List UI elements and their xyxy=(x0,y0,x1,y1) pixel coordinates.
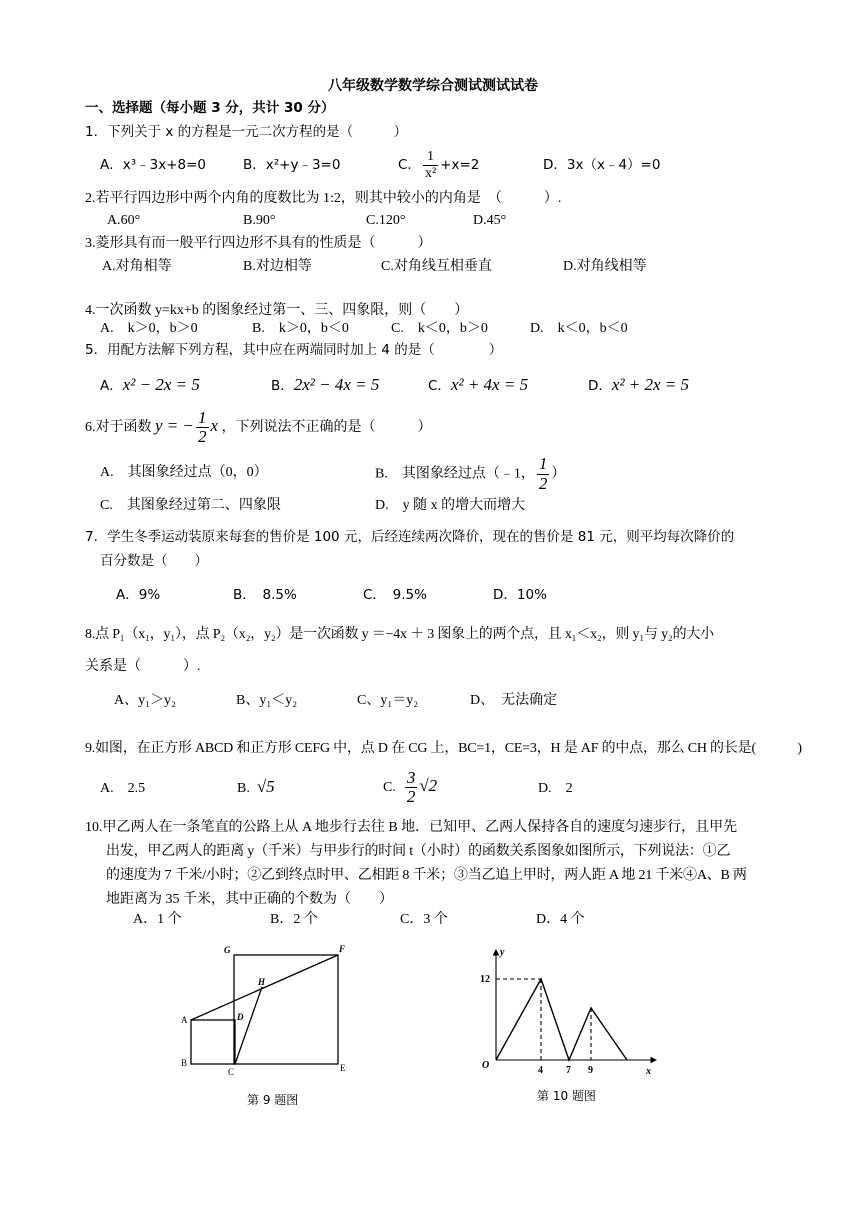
q6-option-c: C. 其图象经过第二、四象限 xyxy=(100,498,281,513)
label-b: B xyxy=(181,1058,188,1068)
q5-d-expr: x² + 2x = 5 xyxy=(611,375,690,394)
section-heading: 一、选择题（每小题 3 分，共计 30 分） xyxy=(85,100,335,116)
q3-option-d: D.对角线相等 xyxy=(563,259,647,274)
q8-option-d: D、 无法确定 xyxy=(470,693,558,708)
q5-stem: 5．用配方法解下列方程，其中应在两端同时加上 4 的是（ ） xyxy=(85,342,503,358)
label-c: C xyxy=(228,1067,235,1077)
q1-option-c-label: C． xyxy=(398,157,421,173)
q8-option-c: C、y₁＝y₂ xyxy=(357,693,419,708)
q6-stem xyxy=(85,408,432,447)
q7-option-d: D．10% xyxy=(493,587,547,603)
q1-option-a: A．x³﹣3x+8=0 xyxy=(100,157,207,173)
square-abcd xyxy=(191,1020,235,1064)
q9-c-den: 2 xyxy=(406,787,416,807)
x-axis-label: x xyxy=(646,1066,651,1077)
q6-option-b xyxy=(375,455,565,493)
q5-a-label: A． xyxy=(100,378,123,394)
q1-option-c xyxy=(398,148,479,182)
q3-option-b: B.对边相等 xyxy=(243,259,312,274)
q6-option-a: A. 其图象经过点（0，0） xyxy=(100,465,268,480)
figure-10-caption: 第 10 题图 xyxy=(537,1089,596,1103)
q9-option-b xyxy=(237,778,275,798)
q2-option-a: A.60° xyxy=(107,213,141,228)
q10-line4: 地距离为 35 千米，其中正确的个数为（ ） xyxy=(106,892,393,907)
q7-line1: 7．学生冬季运动装原来每套的售价是 100 元，后经连续两次降价，现在的售价是 81 元，则平均每次降价的 xyxy=(85,529,735,545)
q10-line3: 的速度为 7 千米/小时；②乙到终点时甲、乙相距 8 千米；③当乙追上甲时，两人距 A 地 21 千米④A、B 两 xyxy=(106,868,747,883)
label-g: G xyxy=(224,945,231,955)
q6-b-post: ） xyxy=(551,466,566,482)
q1-c-numerator: 1 xyxy=(423,149,438,165)
q9-c-root: √2 xyxy=(419,776,438,795)
q6-func-rhs: x xyxy=(210,416,219,435)
q6-func-lhs: y = − xyxy=(155,416,194,435)
square-cefg xyxy=(234,955,338,1064)
q2-option-d: D.45° xyxy=(473,213,507,228)
q9-option-a: A. 2.5 xyxy=(100,781,146,796)
q5-b-expr: 2x² − 4x = 5 xyxy=(293,375,380,394)
q6-stem-pre: 6.对于函数 xyxy=(85,420,152,435)
q7-option-b: B． 8.5% xyxy=(233,587,297,603)
q10-option-c: C．3 个 xyxy=(400,912,448,927)
q4-option-a: A. k＞0，b＞0 xyxy=(100,321,198,336)
figure-9-geometry xyxy=(170,935,370,1085)
label-d: D xyxy=(237,1012,244,1022)
q5-a-expr: x² − 2x = 5 xyxy=(122,375,200,394)
q1-option-d: D．3x（x﹣4）=0 xyxy=(543,157,661,173)
figure-10-graph xyxy=(478,945,668,1085)
q6-frac-den: 2 xyxy=(198,427,207,447)
q5-c-label: C． xyxy=(428,378,451,394)
q4-stem: 4.一次函数 y=kx+b 的图象经过第一、三、四象限，则（ ） xyxy=(85,303,469,318)
label-a: A xyxy=(181,1015,188,1025)
q5-d-label: D． xyxy=(588,378,612,394)
q9-b-value: √5 xyxy=(256,777,275,796)
q6-b-den: 2 xyxy=(538,473,548,493)
y-axis-label: y xyxy=(500,947,505,958)
q1-option-b: B．x²+y﹣3=0 xyxy=(243,157,341,173)
q6-frac-num: 1 xyxy=(198,407,207,427)
q1-c-rest: +x=2 xyxy=(440,157,480,173)
segment-af xyxy=(191,955,338,1020)
x-tick-9: 9 xyxy=(588,1065,593,1076)
label-f: F xyxy=(339,944,346,954)
q1-stem: 1．下列关于 x 的方程是一元二次方程的是（ ） xyxy=(85,124,408,140)
q5-option-b xyxy=(271,376,379,395)
q4-option-d: D. k＜0，b＜0 xyxy=(530,321,628,336)
q5-option-d xyxy=(588,376,689,395)
figure-9-caption: 第 9 题图 xyxy=(247,1093,299,1107)
q10-line2: 出发，甲乙两人的距离 y（千米）与甲步行的时间 t（小时）的函数关系图象如图所示，下列说法：①乙 xyxy=(106,844,731,859)
x-tick-7: 7 xyxy=(566,1065,571,1076)
q5-b-label: B． xyxy=(271,378,294,394)
q6-option-d: D. y 随 x 的增大而增大 xyxy=(375,498,526,513)
q6-b-pre: B. 其图象经过点（﹣1， xyxy=(375,466,535,482)
label-h: H xyxy=(258,977,266,987)
q7-option-c: C． 9.5% xyxy=(363,587,427,603)
q1-c-denominator: x² xyxy=(424,165,437,181)
x-tick-4: 4 xyxy=(538,1065,543,1076)
q10-option-a: A．1 个 xyxy=(133,912,182,927)
q9-b-label: B. xyxy=(237,781,250,796)
distance-polyline xyxy=(496,979,627,1060)
q3-stem: 3.菱形具有而一般平行四边形不具有的性质是（ ） xyxy=(85,236,432,251)
q2-option-b: B.90° xyxy=(243,213,276,228)
q8-option-a: A、y₁＞y₂ xyxy=(114,693,176,708)
q2-stem: 2.若平行四边形中两个内角的度数比为 1:2，则其中较小的内角是 （ ）. xyxy=(85,191,562,206)
y-tick-12: 12 xyxy=(480,974,490,985)
q5-option-c xyxy=(428,376,528,395)
q9-option-c xyxy=(383,768,437,807)
q7-line2: 百分数是（ ） xyxy=(100,553,208,569)
q6-stem-post: ，下列说法不正确的是（ ） xyxy=(221,420,432,435)
q10-line1: 10.甲乙两人在一条笔直的公路上从 A 地步行去往 B 地．已知甲、乙两人保持各自的速度匀速步行，且甲先 xyxy=(85,820,738,835)
q3-option-a: A.对角相等 xyxy=(102,259,172,274)
q7-option-a: A．9% xyxy=(116,587,161,603)
q5-option-a xyxy=(100,376,200,395)
q10-option-d: D．4 个 xyxy=(536,912,585,927)
q2-option-c: C.120° xyxy=(366,213,406,228)
q9-c-label: C. xyxy=(383,780,396,795)
q5-c-expr: x² + 4x = 5 xyxy=(450,375,529,394)
q6-b-num: 1 xyxy=(538,454,548,473)
origin-label: O xyxy=(482,1060,490,1071)
q8-option-b: B、y₁＜y₂ xyxy=(236,693,298,708)
q3-option-c: C.对角线互相垂直 xyxy=(381,259,492,274)
q9-stem: 9.如图，在正方形 ABCD 和正方形 CEFG 中，点 D 在 CG 上，BC=1，CE=3，H 是 AF 的中点，那么 CH 的长是( ) xyxy=(85,741,802,756)
q8-line1: 8.点 P₁（x₁，y₁），点 P₂（x₂，y₂）是一次函数 y ＝−4x ＋ 3 图象上的两个点，且 x₁＜x₂，则 y₁与 y₂的大小 xyxy=(85,627,714,642)
q4-option-b: B. k＞0，b＜0 xyxy=(252,321,349,336)
q9-option-d: D. 2 xyxy=(538,781,573,796)
q4-option-c: C. k＜0，b＞0 xyxy=(391,321,488,336)
label-e: E xyxy=(340,1063,346,1073)
page-title: 八年级数学数学综合测试测试试卷 xyxy=(328,78,538,94)
q10-option-b: B．2 个 xyxy=(270,912,318,927)
q8-line2: 关系是（ ）. xyxy=(85,659,201,674)
q9-c-num: 3 xyxy=(406,767,416,787)
